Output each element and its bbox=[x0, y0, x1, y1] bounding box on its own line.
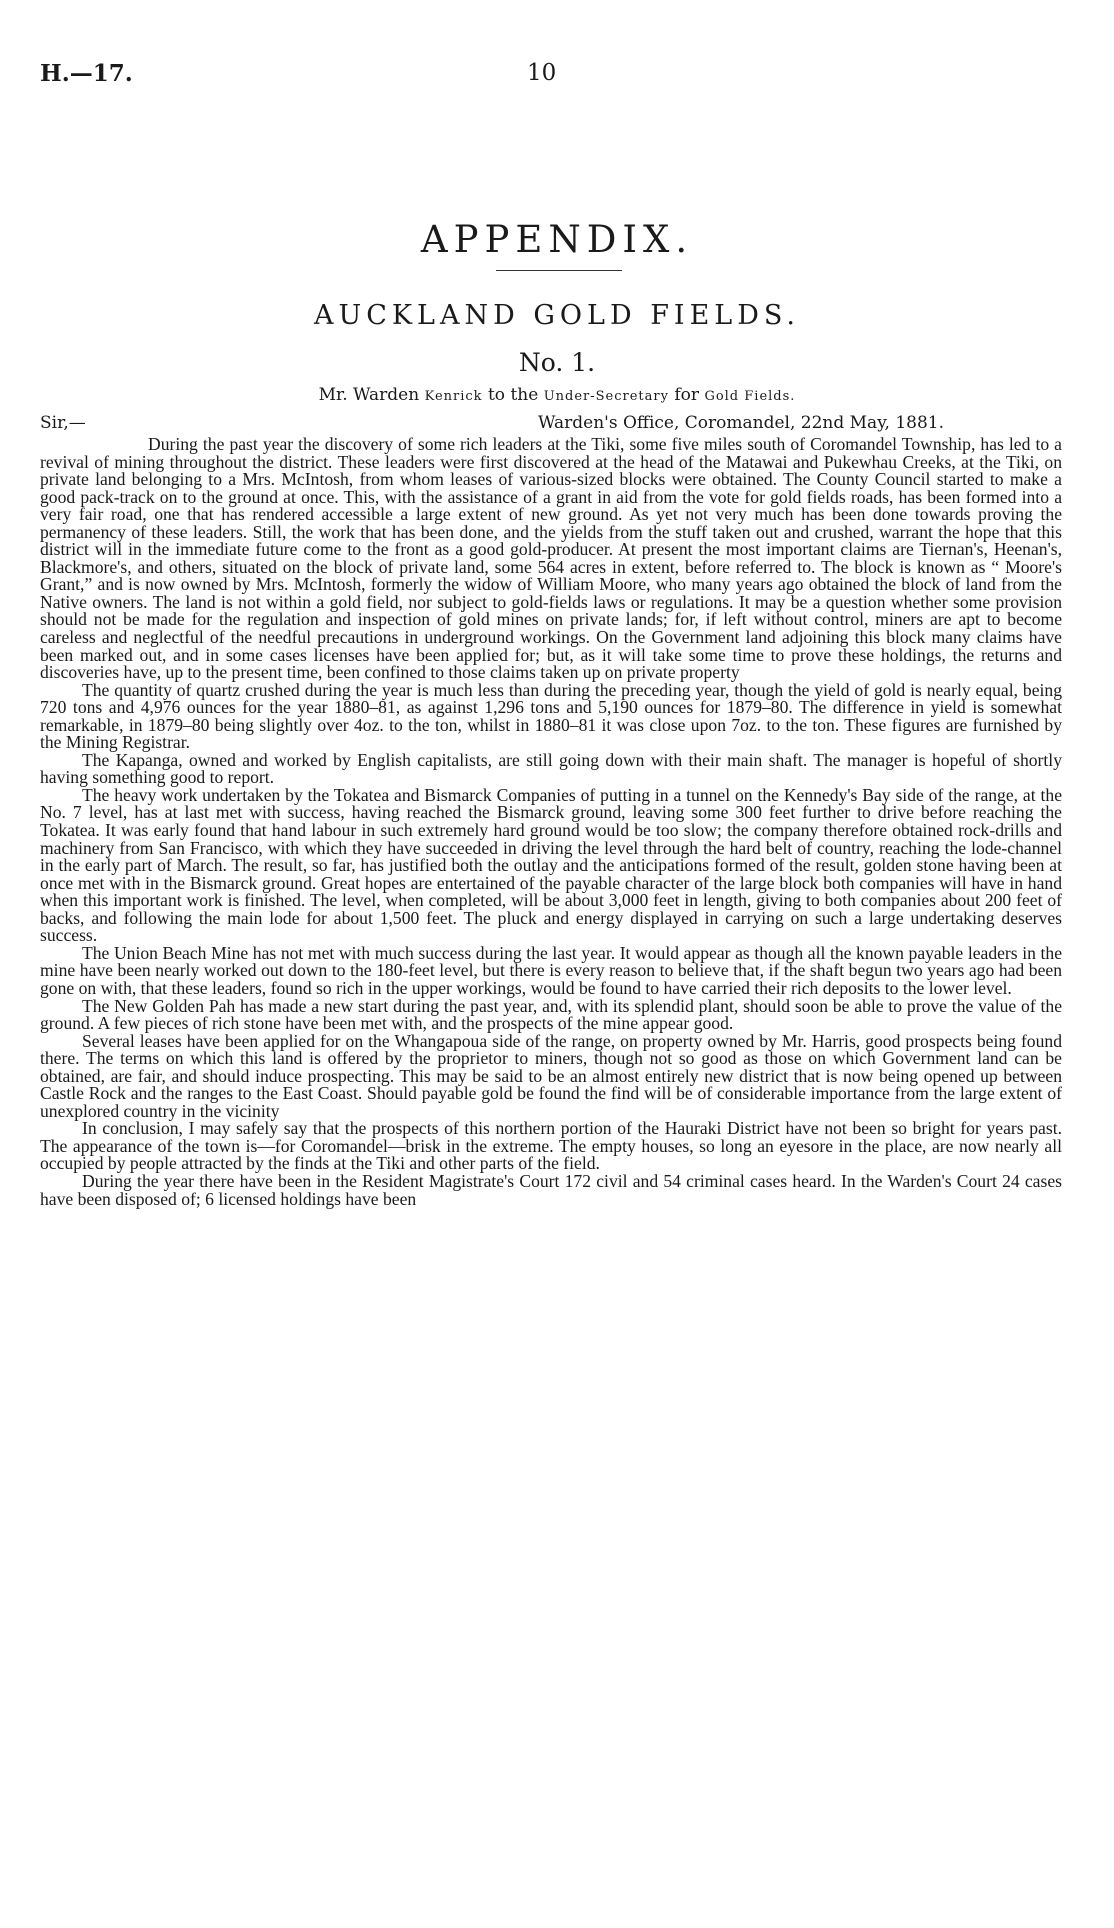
address-suffix: for bbox=[674, 385, 700, 405]
address-dept: Gold Fields. bbox=[704, 389, 796, 404]
paragraph: The quantity of quartz crushed during the year is much less than during the preceding year, though the yield of gold is nearly equal, being 720 tons and 4,976 ounces for the year 1880–81, as against 1,296 tons and 5,190 ounces for 1879–80. The difference in yield is somewhat remarkable, in 1879–80 being slightly over 4oz. to the ton, whilst in 1880–81 it was close upon 7oz. to the ton. These figures are furnished by the Mining Registrar. bbox=[40, 679, 1062, 753]
salutation: Sir,— bbox=[40, 413, 86, 433]
paper-code: H.—17. bbox=[40, 60, 133, 87]
letter-body bbox=[40, 436, 1062, 1208]
paragraph: Several leases have been applied for on the Whangapoua side of the range, on property owned by Mr. Harris, good prospects being found there. The terms on which this land is offered by the proprietor to miners, though not so good as those on which Government land can be obtained, are fair, and should induce prospecting. This may be said to be an almost entirely new district that is now being opened up between Castle Rock and the ranges to the East Coast. Should payable gold be found the find will be of considerable importance from the large extent of unexplored country in the vicinity bbox=[40, 1030, 1062, 1121]
address-middle: to the bbox=[487, 385, 539, 405]
title-divider bbox=[496, 270, 622, 271]
address-prefix: Mr. Warden bbox=[318, 385, 420, 405]
paragraph: During the past year the discovery of some rich leaders at the Tiki, some five miles south of Coromandel Township, has led to a revival of mining throughout the district. These leaders were first discovered at the head of the Matawai and Pukewhau Creeks, at the Tiki, on private land belonging to a Mrs. McIntosh, from whom leases of various-sized blocks were obtained. The County Council started to make a good pack-track on to the ground at once. This, with the assistance of a grant in aid from the vote for gold fields roads, has been formed into a very fair road, one that has rendered accessible a large extent of new ground. As yet not very much has been done towards proving the permanency of these leaders. Still, the work that has been done, and the yields from the stuff taken out and crushed, warrant the hope that this district will in the immediate future come to the front as a good gold-producer. At present the most important claims are Tiernan's, Heenan's, Blackmore's, and others, situated on the block of private land, some 564 acres in extent, before referred to. The block is known as “ Moore's Grant,” and is now owned by Mrs. McIntosh, formerly the widow of William Moore, who many years ago obtained the block of land from the Native owners. The land is not within a gold field, nor subject to gold-fields laws or regulations. It may be a question whether some provision should not be made for the regulation and inspection of gold mines on private lands; for, if left without control, miners are apt to become careless and neglectful of the needful precautions in underground workings. On the Government land adjoining this block many claims have been marked out, and in some cases licenses have been applied for; but, as it will take some time to prove these holdings, the returns and discoveries have, up to the present time, been confined to those claims taken up on private property bbox=[40, 434, 1062, 683]
appendix-title: APPENDIX. bbox=[420, 218, 694, 261]
address-line bbox=[0, 385, 1114, 405]
document-number: No. 1. bbox=[518, 348, 596, 377]
paragraph: The Kapanga, owned and worked by English capitalists, are still going down with their main shaft. The manager is hopeful of shortly having something good to report. bbox=[40, 749, 1062, 788]
paragraph: The Union Beach Mine has not met with much success during the last year. It would appear as though all the known payable leaders in the mine have been nearly worked out down to the 180-feet level, but there is every reason to believe that, if the shaft begun two years ago had been gone on with, that these leaders, found so rich in the upper workings, would be found to have carried their rich deposits to the lower level. bbox=[40, 942, 1062, 998]
paragraph: During the year there have been in the Resident Magistrate's Court 172 civil and 54 criminal cases heard. In the Warden's Court 24 cases have been disposed of; 6 licensed holdings have been bbox=[40, 1170, 1062, 1209]
paragraph: The New Golden Pah has made a new start during the past year, and, with its splendid plant, should soon be able to prove the value of the ground. A few pieces of rich stone have been met with, and the prospects of the mine appear good. bbox=[40, 995, 1062, 1034]
dateline: Warden's Office, Coromandel, 22nd May, 1881. bbox=[538, 413, 945, 433]
section-title: AUCKLAND GOLD FIELDS. bbox=[313, 300, 801, 331]
paragraph: The heavy work undertaken by the Tokatea and Bismarck Companies of putting in a tunnel on the Kennedy's Bay side of the range, at the No. 7 level, has at last met with success, having reached the Bismarck ground, leaving some 300 feet further to drive before reaching the Tokatea. It was early found that hand labour in such extremely hard ground would be too slow; the company therefore obtained rock-drills and machinery from San Francisco, with which they have succeeded in driving the level through the hard belt of country, reaching the lode-channel in the early part of March. The result, so far, has justified both the outlay and the anticipations formed of the result, golden stone having been at once met with in the Bismarck ground. Great hopes are entertained of the payable character of the large block both companies will have in hand when this important work is finished. The level, when completed, will be about 3,000 feet in length, giving to both companies about 200 feet of backs, and following the main lode for about 1,500 feet. The pluck and energy displayed in carrying on such a large undertaking deserves success. bbox=[40, 784, 1062, 946]
address-from: Kenrick bbox=[424, 389, 483, 404]
page-number: 10 bbox=[527, 60, 557, 86]
paragraph: In conclusion, I may safely say that the prospects of this northern portion of the Hauraki District have not been so bright for years past. The appearance of the town is—for Coromandel—brisk in the extreme. The empty houses, so long an eyesore in the place, are now nearly all occupied by people attracted by the finds at the Tiki and other parts of the field. bbox=[40, 1118, 1062, 1174]
address-to: Under-Secretary bbox=[543, 389, 669, 404]
